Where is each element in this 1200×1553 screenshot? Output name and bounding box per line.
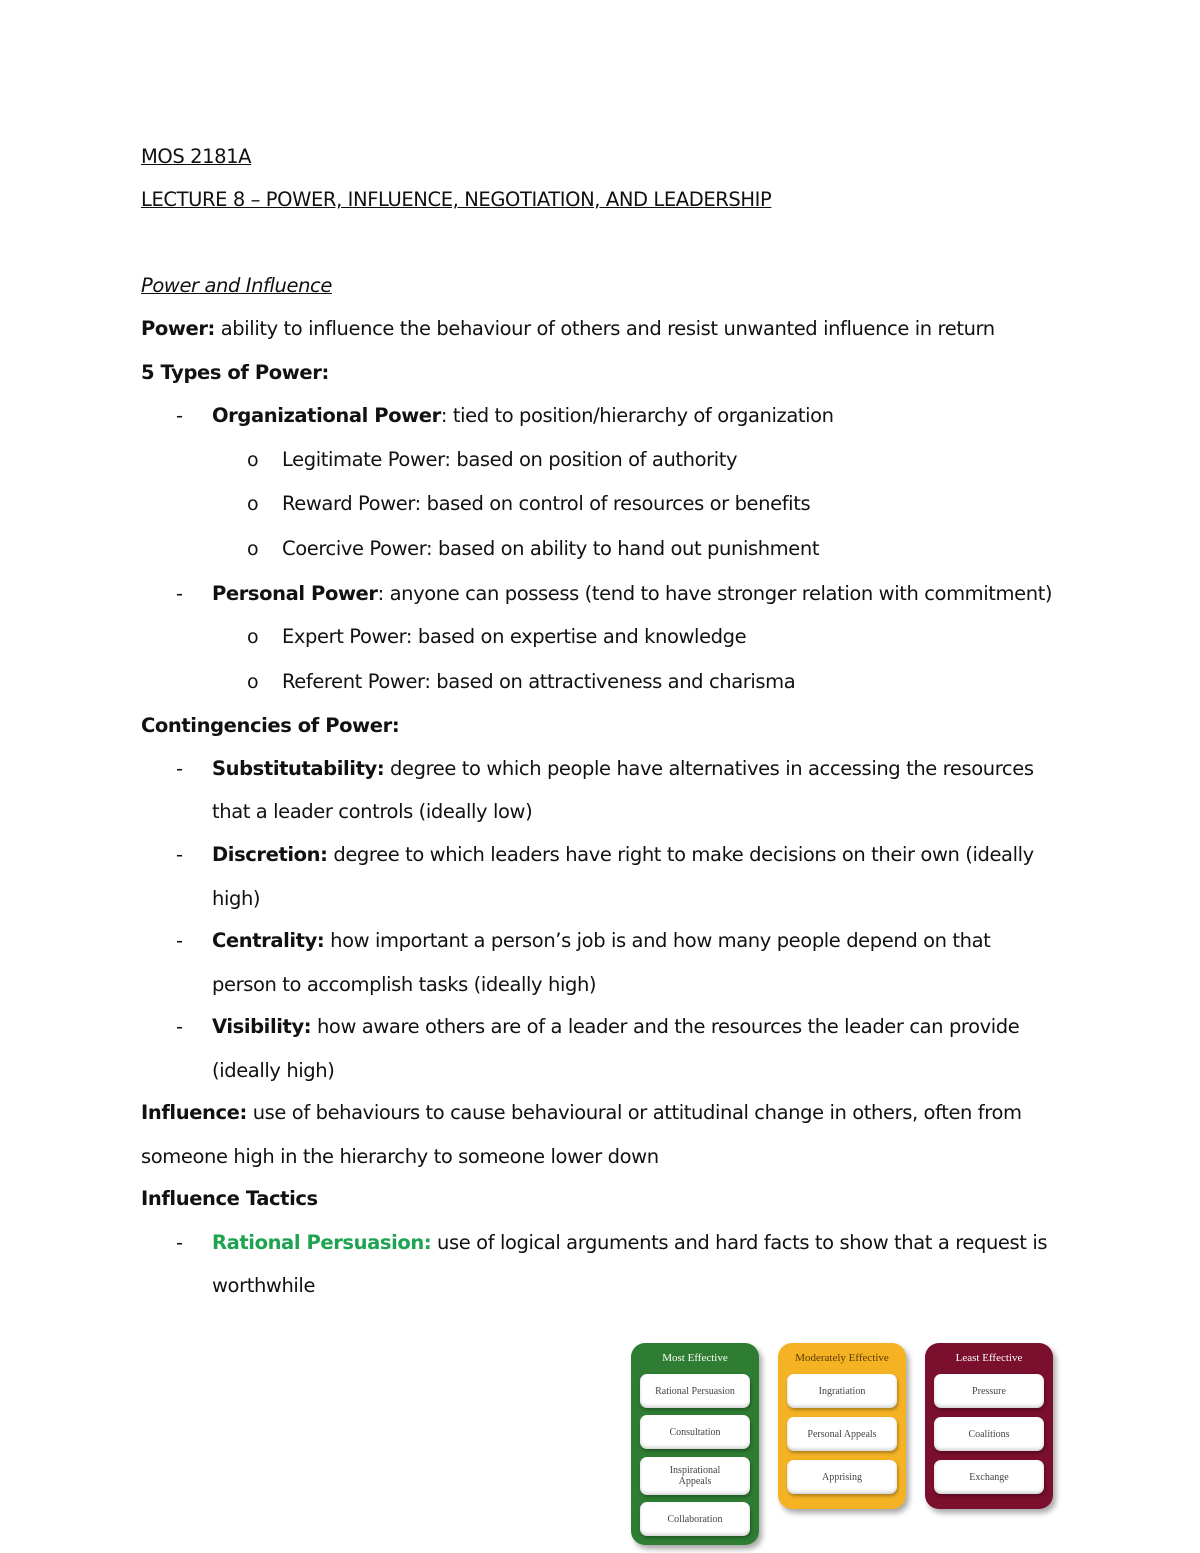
legitimate-power-item: Legitimate Power: based on position of authority [282,448,738,471]
tactic-box: Inspirational Appeals [640,1457,750,1495]
course-code: MOS 2181A [141,145,252,168]
tactic-box: Ingratiation [787,1374,897,1408]
centrality-def: how important a person’s job is and how many people depend on that [324,929,991,952]
reward-power-item: Reward Power: based on control of resources or benefits [282,492,811,515]
substitutability-cont: that a leader controls (ideally low) [212,800,533,823]
coercive-power-item: Coercive Power: based on ability to hand out punishment [282,537,820,560]
circle-bullet: o [247,538,259,560]
expert-power-item: Expert Power: based on expertise and knowledge [282,625,747,648]
power-definition [141,316,995,342]
tactic-box: Exchange [934,1460,1044,1494]
circle-bullet: o [247,626,259,648]
tactic-box: Pressure [934,1374,1044,1408]
moderately-effective-column [778,1343,906,1509]
referent-power-item: Referent Power: based on attractiveness and charisma [282,670,796,693]
visibility-cont: (ideally high) [212,1059,335,1082]
personal-power-item [212,581,1052,607]
discretion-cont: high) [212,887,261,910]
rational-cont: worthwhile [212,1274,316,1297]
substitutability-term: Substitutability: [212,757,385,780]
visibility-def: how aware others are of a leader and the resources the leader can provide [311,1015,1020,1038]
lecture-title: LECTURE 8 – POWER, INFLUENCE, NEGOTIATION, AND LEADERSHIP [141,188,772,211]
contingencies-heading: Contingencies of Power: [141,714,400,737]
personal-power-def: : anyone can possess (tend to have stronger relation with commitment) [377,582,1053,605]
centrality-item [212,928,990,954]
least-effective-title: Least Effective [955,1352,1023,1364]
personal-power-term: Personal Power [212,582,378,605]
org-power-term: Organizational Power [212,404,441,427]
least-effective-column [925,1343,1053,1509]
tactics-heading: Influence Tactics [141,1187,318,1210]
org-power-def: : tied to position/hierarchy of organization [440,404,834,427]
power-term: Power: [141,317,215,340]
types-heading: 5 Types of Power: [141,361,329,384]
dash-bullet: - [176,1015,184,1038]
influence-cont: someone high in the hierarchy to someone lower down [141,1145,659,1168]
tactic-box: Coalitions [934,1417,1044,1451]
org-power-item [212,403,834,429]
substitutability-item [212,756,1034,782]
discretion-def: degree to which leaders have right to make decisions on their own (ideally [327,843,1034,866]
dash-bullet: - [176,757,184,780]
most-effective-title: Most Effective [662,1352,728,1364]
dash-bullet: - [176,404,184,427]
visibility-item [212,1014,1019,1040]
most-effective-column [631,1343,759,1545]
tactic-box: Apprising [787,1460,897,1494]
influence-definition [141,1100,1022,1126]
dash-bullet: - [176,1231,184,1254]
tactic-box: Consultation [640,1415,750,1449]
circle-bullet: o [247,449,259,471]
section-title: Power and Influence [141,274,332,297]
dash-bullet: - [176,929,184,952]
dash-bullet: - [176,843,184,866]
rational-term: Rational Persuasion: [212,1231,432,1254]
rational-def: use of logical arguments and hard facts to show that a request is [431,1231,1048,1254]
moderately-effective-title: Moderately Effective [795,1352,889,1364]
tactic-box: Collaboration [640,1502,750,1536]
power-def: ability to influence the behaviour of others and resist unwanted influence in return [214,317,995,340]
rational-persuasion-item [212,1230,1047,1256]
discretion-item [212,842,1034,868]
substitutability-def: degree to which people have alternatives in accessing the resources [384,757,1034,780]
discretion-term: Discretion: [212,843,328,866]
dash-bullet: - [176,582,184,605]
tactic-box: Personal Appeals [787,1417,897,1451]
circle-bullet: o [247,493,259,515]
tactic-box: Rational Persuasion [640,1374,750,1408]
circle-bullet: o [247,671,259,693]
influence-def: use of behaviours to cause behavioural or attitudinal change in others, often from [246,1101,1022,1124]
visibility-term: Visibility: [212,1015,312,1038]
influence-term: Influence: [141,1101,247,1124]
centrality-term: Centrality: [212,929,325,952]
centrality-cont: person to accomplish tasks (ideally high) [212,973,597,996]
